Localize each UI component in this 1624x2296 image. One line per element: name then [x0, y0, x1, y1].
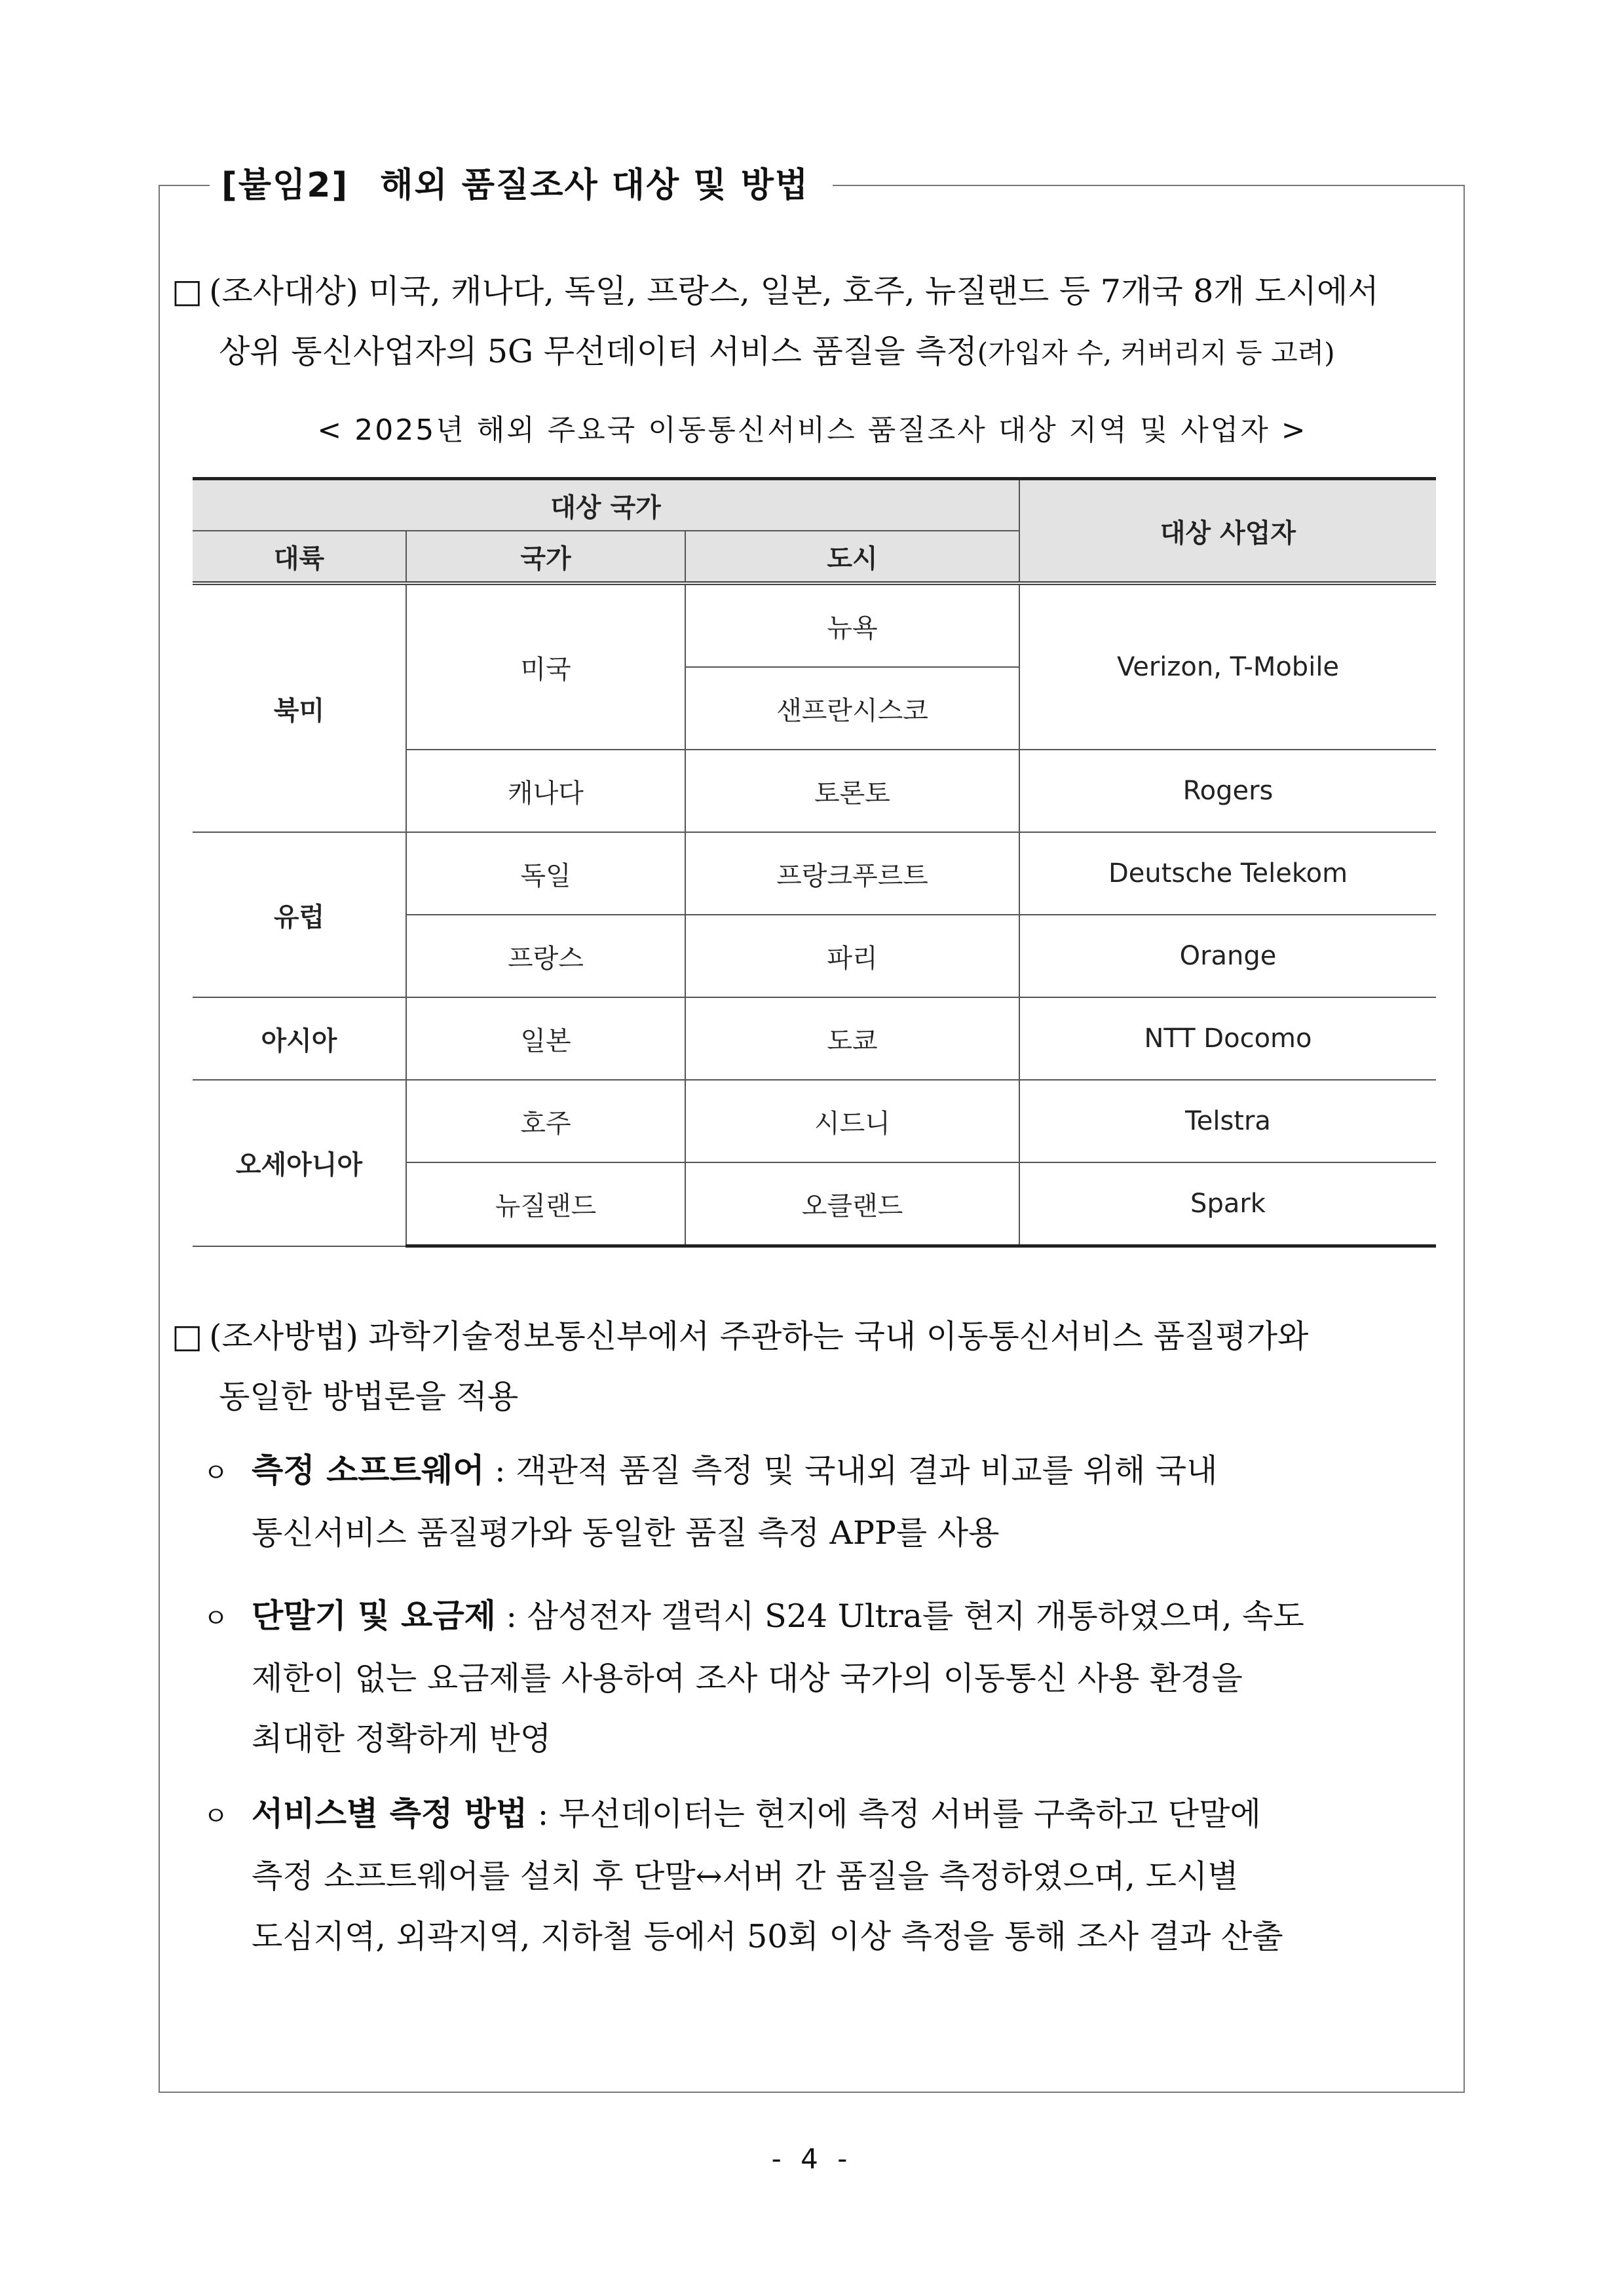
method-line-1: [172, 1306, 1456, 1367]
header-country: 국가: [406, 531, 685, 583]
table-row: [193, 832, 1436, 915]
attachment-tag: [붙임2]: [221, 166, 349, 205]
checkbox-square-icon: □: [172, 272, 203, 310]
table-row: [193, 1080, 1436, 1162]
operator-cell: Orange: [1019, 915, 1436, 997]
circle-bullet-icon: ㅇ: [203, 1603, 229, 1634]
method-item-device: [203, 1586, 1454, 1769]
method-item-line: 최대한 정확하게 반영: [252, 1720, 552, 1757]
table-caption: < 2025년 해외 주요국 이동통신서비스 품질조사 대상 지역 및 사업자 >: [317, 413, 1308, 447]
survey-target-table: [193, 477, 1436, 1248]
method-item-line: 측정 소프트웨어를 설치 후 단말↔서버 간 품질을 측정하였으며, 도시별: [252, 1858, 1239, 1895]
operator-cell: Verizon, T-Mobile: [1019, 583, 1436, 750]
circle-bullet-icon: ㅇ: [203, 1801, 229, 1831]
method-item-line: [203, 1440, 1454, 1503]
method-item-line: 도심지역, 외곽지역, 지하철 등에서 50회 이상 측정을 통해 조사 결과 산출: [252, 1918, 1283, 1955]
region-cell: 오세아니아: [193, 1080, 406, 1246]
method-item-software: [203, 1440, 1454, 1563]
attachment-title: [210, 156, 833, 215]
checkbox-square-icon: □: [172, 1317, 203, 1355]
operator-cell: Deutsche Telekom: [1019, 832, 1436, 915]
table-header-row: [193, 479, 1436, 531]
target-label: (조사대상): [209, 273, 358, 310]
method-label: (조사방법): [209, 1318, 358, 1355]
header-continent: 대륙: [193, 531, 406, 583]
method-text-1: 과학기술정보통신부에서 주관하는 국내 이동통신서비스 품질평가와: [358, 1318, 1309, 1355]
method-item-measurement: [203, 1784, 1454, 1967]
header-target-country: 대상 국가: [193, 479, 1019, 531]
region-cell: 북미: [193, 583, 406, 832]
target-section: [172, 261, 1456, 383]
method-item-line: 통신서비스 품질평가와 동일한 품질 측정 APP를 사용: [252, 1514, 1000, 1552]
method-section: [172, 1306, 1456, 1427]
operator-cell: Spark: [1019, 1162, 1436, 1246]
target-text-2-note: (가입자 수, 커버리지 등 고려): [977, 337, 1335, 369]
method-item-keyword: 서비스별 측정 방법: [252, 1795, 528, 1833]
country-cell: 프랑스: [406, 915, 685, 997]
operator-cell: NTT Docomo: [1019, 997, 1436, 1080]
operator-cell: Telstra: [1019, 1080, 1436, 1162]
country-cell: 뉴질랜드: [406, 1162, 685, 1246]
region-cell: 아시아: [193, 997, 406, 1080]
city-cell: 시드니: [685, 1080, 1019, 1162]
region-cell: 유럽: [193, 832, 406, 997]
country-cell: 독일: [406, 832, 685, 915]
operator-cell: Rogers: [1019, 750, 1436, 832]
method-item-line: [203, 1784, 1454, 1846]
method-item-line: 제한이 없는 요금제를 사용하여 조사 대상 국가의 이동통신 사용 환경을: [252, 1660, 1243, 1697]
target-line-1: [172, 261, 1456, 322]
method-item-text: : 삼성전자 갤럭시 S24 Ultra를 현지 개통하였으며, 속도: [495, 1598, 1304, 1635]
city-cell: 파리: [685, 915, 1019, 997]
city-cell: 도쿄: [685, 997, 1019, 1080]
table-row: [193, 997, 1436, 1080]
method-item-line: [203, 1586, 1454, 1649]
header-operator: 대상 사업자: [1019, 479, 1436, 584]
method-item-keyword: 단말기 및 요금제: [252, 1597, 496, 1635]
target-text-1: 미국, 캐나다, 독일, 프랑스, 일본, 호주, 뉴질랜드 등 7개국 8개 도시에서: [358, 273, 1379, 310]
country-cell: 캐나다: [406, 750, 685, 832]
header-city: 도시: [685, 531, 1019, 583]
method-item-text: : 객관적 품질 측정 및 국내외 결과 비교를 위해 국내: [484, 1452, 1218, 1489]
city-cell: 토론토: [685, 750, 1019, 832]
method-item-text: : 무선데이터는 현지에 측정 서버를 구축하고 단말에: [527, 1795, 1261, 1833]
city-cell: 뉴욕: [685, 583, 1019, 667]
city-cell: 프랑크푸르트: [685, 832, 1019, 915]
method-line-2: 동일한 방법론을 적용: [219, 1378, 519, 1415]
city-cell: 샌프란시스코: [685, 667, 1019, 750]
city-cell: 오클랜드: [685, 1162, 1019, 1246]
country-cell: 일본: [406, 997, 685, 1080]
target-text-2: 상위 통신사업자의 5G 무선데이터 서비스 품질을 측정: [219, 333, 977, 370]
table-row: [193, 583, 1436, 667]
target-line-2: [172, 322, 1456, 383]
country-cell: 호주: [406, 1080, 685, 1162]
country-cell: 미국: [406, 583, 685, 750]
attachment-heading: 해외 품질조사 대상 및 방법: [380, 166, 810, 205]
page-number: - 4 -: [771, 2143, 853, 2175]
method-item-keyword: 측정 소프트웨어: [252, 1451, 485, 1489]
circle-bullet-icon: ㅇ: [203, 1458, 229, 1488]
